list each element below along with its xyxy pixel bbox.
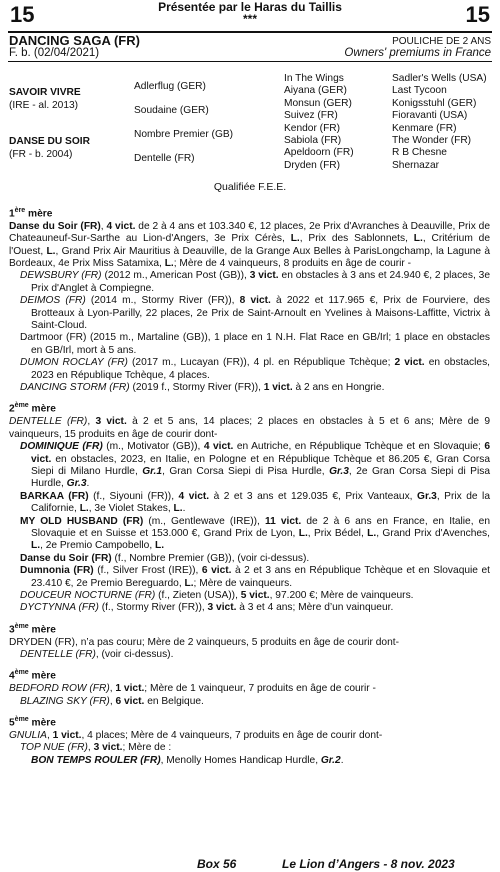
- produce-item: DOUCEUR NOCTURNE (FR) (f., Zieten (USA)), 5 vict., 97.200 €; Mère de vainqueurs.: [20, 589, 414, 601]
- stars: ***: [242, 12, 257, 26]
- gen3-item: Monsun (GER): [284, 97, 352, 109]
- gen2-dam-dam: Dentelle (FR): [134, 153, 195, 164]
- section-2-heading: 2ème mère: [9, 402, 56, 415]
- second-dam-record: DENTELLE (FR), 3 vict. à 2 et 5 ans, 14 places; 2 places en obstacles à 5 et 6 ans; Mère de 9 vainqueurs, 15 produits en âge de courir dont-: [9, 416, 490, 440]
- produce-item: BON TEMPS ROULER (FR), Menolly Homes Handicap Hurdle, Gr.2.: [31, 754, 344, 766]
- gen4-item: Sadler's Wells (USA): [392, 73, 487, 84]
- horse-name: DANCING SAGA (FR): [9, 33, 140, 48]
- gen3-column: [284, 73, 354, 172]
- produce-item: DEWSBURY (FR) (2012 m., American Post (GB)), 3 vict. en obstacles à 3 ans et 24.940 €, 2 places, 3e Prix d'Anglet à Compiegne.: [20, 270, 490, 294]
- fourth-dam-record: BEDFORD ROW (FR), 1 vict.; Mère de 1 vainqueur, 7 produits en âge de courir -: [9, 683, 376, 695]
- sale-info: Le Lion d’Angers - 8 nov. 2023: [282, 857, 455, 871]
- gen2-sire-sire: Adlerflug (GER): [134, 81, 206, 92]
- sire-block: [9, 87, 81, 112]
- presenter-line: [0, 1, 500, 25]
- gen4-item: Shernazar: [392, 159, 440, 171]
- section-4-heading: 4ème mère: [9, 669, 56, 682]
- gen4-item: Kenmare (FR): [392, 122, 457, 134]
- sire-info: (IRE - al. 2013): [9, 99, 79, 111]
- produce-item: DANCING STORM (FR) (2019 f., Stormy River (FR)), 1 vict. à 2 ans en Hongrie.: [20, 382, 385, 394]
- gen3-item: In The Wings: [284, 73, 344, 84]
- produce-item: DEIMOS (FR) (2014 m., Stormy River (FR)), 8 vict. à 2022 et 117.965 €, Prix de Fourviere, des Brotteaux à Lyon-Parilly, 22 places, 2e Prix de Saint-Arnoult en Yvelines à Maisons-Laffitte, Victrix à Saint-Cloud.: [20, 295, 490, 332]
- produce-item: TOP NUE (FR), 3 vict.; Mère de :: [20, 742, 172, 754]
- gen3-item: Suivez (FR): [284, 110, 338, 122]
- gen4-item: The Wonder (FR): [392, 135, 472, 147]
- section-5-heading: 5ème mère: [9, 716, 56, 729]
- produce-record: [9, 205, 490, 767]
- produce-item: MY OLD HUSBAND (FR) (m., Gentlewave (IRE)), 11 vict. de 2 à 6 ans en France, en Italie, en Slovaquie et en Suisse et 153.000 €, Grand Prix de Lyon, L., Prix Bédel, L., Grand Prix d'Avenches, L., 2e Premio Campobello, L.: [20, 515, 490, 552]
- owners-premiums: Owners' premiums in France: [344, 47, 491, 59]
- horse-type: POULICHE DE 2 ANS: [392, 36, 491, 47]
- dam-block: [9, 136, 90, 161]
- gen4-column: [392, 73, 487, 172]
- produce-item: Dartmoor (FR) (2015 m., Martaline (GB)), 1 place en 1 N.H. Flat Race en GB/Irl; 1 place en obstacles en GB/Irl, mort à 5 ans.: [20, 332, 490, 356]
- dam-name: DANSE DU SOIR: [9, 136, 90, 147]
- gen3-item: Kendor (FR): [284, 122, 341, 134]
- gen2-dam-sire: Nombre Premier (GB): [134, 129, 234, 140]
- gen4-item: Konigsstuhl (GER): [392, 97, 477, 109]
- third-dam-record: DRYDEN (FR), n’a pas couru; Mère de 2 vainqueurs, 5 produits en âge de courir dont-: [9, 636, 399, 648]
- qualification: Qualifiée F.E.E.: [213, 181, 287, 193]
- produce-item: DUMON ROCLAY (FR) (2017 m., Lucayan (FR)), 4 pl. en République Tchèque; 2 vict. en obstacles, 2023 en République Tchèque, 4 places.: [20, 357, 490, 381]
- presenter: Présentée par le Haras du Taillis: [158, 0, 342, 14]
- gen4-item: R B Chesne: [392, 147, 447, 159]
- gen3-item: Apeldoorn (FR): [284, 147, 354, 159]
- gen4-item: Last Tycoon: [392, 85, 447, 97]
- gen3-item: Aiyana (GER): [284, 85, 347, 97]
- header-bottom-rule: [8, 61, 492, 62]
- section-1-heading: 1ère mère: [9, 207, 53, 220]
- dam-info: (FR - b. 2004): [9, 148, 73, 160]
- produce-item: BLAZING SKY (FR), 6 vict. en Belgique.: [20, 695, 204, 707]
- lot-number-left: 15: [10, 2, 35, 27]
- gen3-item: Sabiola (FR): [284, 135, 342, 147]
- horse-details: F. b. (02/04/2021): [9, 47, 100, 59]
- produce-item: Dumnonia (FR) (f., Silver Frost (IRE)), 6 vict. à 2 et 3 ans en République Tchèque et en Slovaquie et 23.410 €, 2e Premio Bereguardo, L.; Mère de vainqueurs.: [20, 565, 490, 589]
- produce-item: DOMINIQUE (FR) (m., Motivator (GB)), 4 vict. en Autriche, en République Tchèque et en Slovaquie; 6 vict. en obstacles, 2023, en Italie, en Pologne et en République Tchèque et 86.205 €, Gran Corsa Siepi di Milano Hurdle, Gr.1, Gran Corsa Siepi di Pisa Hurdle, Gr.3, 2e Gran Corsa Siepi di Pisa Hurdle, Gr.3.: [20, 441, 490, 490]
- gen4-item: Fioravanti (USA): [392, 110, 468, 122]
- gen2-sire-dam: Soudaine (GER): [134, 105, 209, 116]
- lot-number-right: 15: [465, 2, 490, 27]
- produce-item: BARKAA (FR) (f., Siyouni (FR)), 4 vict. à 2 et 3 ans et 129.035 €, Prix Vanteaux, Gr.3, Prix de la Californie, L., 3e Violet Stakes, L..: [20, 490, 490, 515]
- fifth-dam-record: GNULIA, 1 vict., 4 places; Mère de 4 vainqueurs, 7 produits en âge de courir dont-: [9, 729, 383, 741]
- gen3-item: Dryden (FR): [284, 159, 341, 171]
- section-3-heading: 3ème mère: [9, 622, 56, 636]
- produce-item: DENTELLE (FR), (voir ci-dessus).: [20, 648, 174, 660]
- produce-item: DYCTYNNA (FR) (f., Stormy River (FR)), 3 vict. à 3 et 4 ans; Mère d’un vainqueur.: [20, 602, 394, 614]
- dam-record: Danse du Soir (FR), 4 vict. de 2 à 4 ans et 103.340 €, 12 places, 2e Prix d'Avranches à Deauville, Prix de Chateauneuf-Sur-Sarthe au Lion-d'Angers, 3e Prix Cérès, L., Prix des Sablonnets, L., Critérium de l'Ouest, L., Grand Prix Air Mauritius à Deauville, de la Grange Aux Belles à ParisLongchamp, la Lagune à Bordeaux, 4e Prix Miss Satamixa, L.; Mère de 4 vainqueurs, 8 produits en âge de courir -: [9, 220, 491, 270]
- produce-item: Danse du Soir (FR) (f., Nombre Premier (GB)), (voir ci-dessus).: [20, 552, 310, 564]
- sire-name: SAVOIR VIVRE: [9, 87, 81, 98]
- box-number: Box 56: [197, 857, 237, 871]
